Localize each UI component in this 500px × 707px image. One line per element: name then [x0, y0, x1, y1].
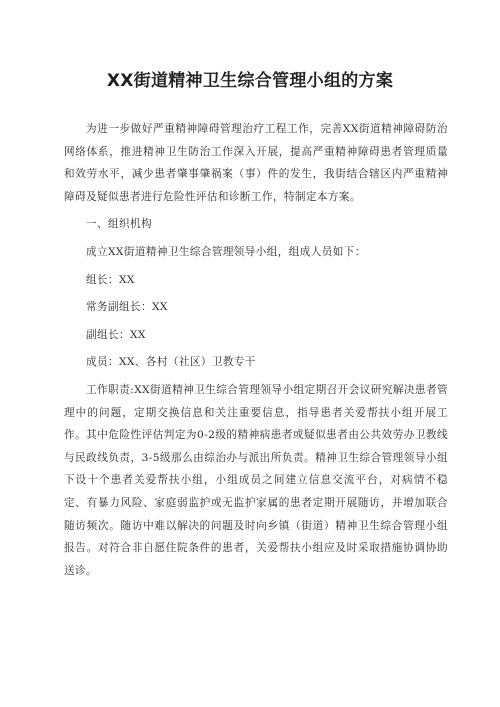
leader-line: 组长：XX	[86, 273, 135, 286]
org-intro-paragraph: 成立XX街道精神卫生综合管理领导小组，组成人员如下：	[86, 245, 366, 258]
executive-deputy-line: 常务副组长：XX	[86, 301, 168, 314]
intro-paragraph: 为进一步做好严重精神障碍管理治疗工程工作，完善XX街道精神障碍防治网络体系，推进精神卫生防治工作深入开展，提高严重精神障碍患者管理质量和效劳水平，减少患者肇事肇祸案（事）件的发生，我街结合辖区内严重精神障碍及疑似患者进行危险性评估和诊断工作，特制定本方案。	[64, 123, 448, 203]
document-body	[64, 118, 448, 582]
document-title: XX街道精神卫生综合管理小组的方案	[106, 71, 394, 91]
members-line: 成员：XX、各村（社区）卫教专干	[86, 356, 256, 369]
deputy-line: 副组长：XX	[86, 328, 146, 341]
duties-paragraph: 工作职责:XX街道精神卫生综合管理领导小组定期召开会议研究解决患者管理中的问题，定期交换信息和关注重要信息，指导患者关爱帮扶小组开展工作。其中危险性评估判定为0-2级的精神病患者或疑似患者由公共效劳办卫教线与民政线负责，3-5级那么由综治办与派出所负责。精神卫生综合管理领导小组下设十个患者关爱帮扶小组，小组成员之间建立信息交流平台，对病情不稳定、有暴力风险、家庭弱监护或无监护家属的患者定期开展随访，并增加联合随访频次。随访中难以解决的问题及时向乡镇（街道）精神卫生综合管理小组报告。对符合非自愿住院条件的患者，关爱帮扶小组应及时采取措施协调协助送诊。	[64, 383, 448, 577]
section-heading-organization: 一、组织机构	[86, 218, 152, 231]
